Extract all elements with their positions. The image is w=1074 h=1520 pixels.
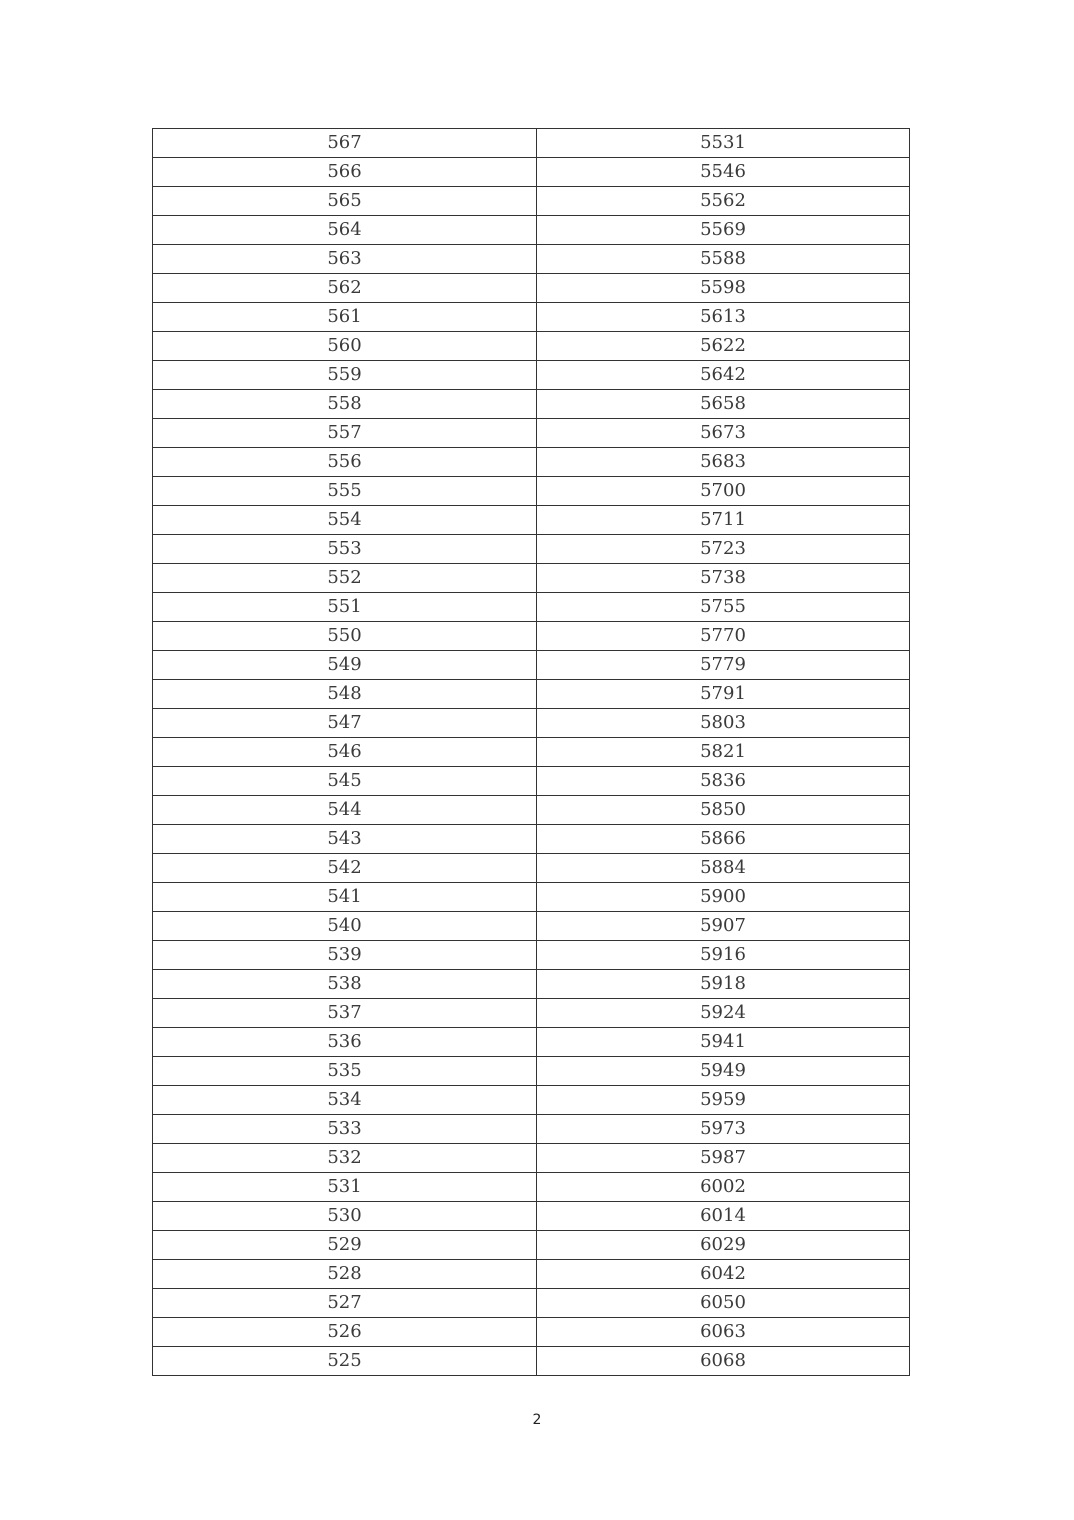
score-cell: 531 bbox=[153, 1173, 537, 1202]
score-cell: 558 bbox=[153, 390, 537, 419]
table-row bbox=[153, 941, 910, 970]
rank-cell: 5673 bbox=[537, 419, 910, 448]
score-cell: 537 bbox=[153, 999, 537, 1028]
rank-cell: 5562 bbox=[537, 187, 910, 216]
score-cell: 533 bbox=[153, 1115, 537, 1144]
rank-cell: 5683 bbox=[537, 448, 910, 477]
rank-cell: 5907 bbox=[537, 912, 910, 941]
table-row bbox=[153, 1028, 910, 1057]
table-row bbox=[153, 622, 910, 651]
rank-cell: 5916 bbox=[537, 941, 910, 970]
score-cell: 526 bbox=[153, 1318, 537, 1347]
table-row bbox=[153, 158, 910, 187]
score-cell: 553 bbox=[153, 535, 537, 564]
rank-cell: 5588 bbox=[537, 245, 910, 274]
score-cell: 530 bbox=[153, 1202, 537, 1231]
score-cell: 546 bbox=[153, 738, 537, 767]
table-row bbox=[153, 651, 910, 680]
table-row bbox=[153, 129, 910, 158]
table-row bbox=[153, 1260, 910, 1289]
table-row bbox=[153, 419, 910, 448]
rank-cell: 5959 bbox=[537, 1086, 910, 1115]
table-row bbox=[153, 274, 910, 303]
table-row bbox=[153, 1202, 910, 1231]
rank-cell: 5918 bbox=[537, 970, 910, 999]
rank-cell: 6050 bbox=[537, 1289, 910, 1318]
table-row bbox=[153, 738, 910, 767]
table-row bbox=[153, 1318, 910, 1347]
rank-cell: 5700 bbox=[537, 477, 910, 506]
table-row bbox=[153, 1115, 910, 1144]
table-row bbox=[153, 796, 910, 825]
rank-cell: 6014 bbox=[537, 1202, 910, 1231]
page-number: 2 bbox=[532, 1412, 542, 1428]
score-cell: 542 bbox=[153, 854, 537, 883]
table-row bbox=[153, 216, 910, 245]
table-row bbox=[153, 1086, 910, 1115]
table-row bbox=[153, 1231, 910, 1260]
score-cell: 560 bbox=[153, 332, 537, 361]
table-row bbox=[153, 680, 910, 709]
table-row bbox=[153, 709, 910, 738]
rank-cell: 5821 bbox=[537, 738, 910, 767]
table-row bbox=[153, 593, 910, 622]
table-row bbox=[153, 1144, 910, 1173]
rank-cell: 6068 bbox=[537, 1347, 910, 1376]
table-row bbox=[153, 477, 910, 506]
table-row bbox=[153, 448, 910, 477]
rank-cell: 5622 bbox=[537, 332, 910, 361]
score-cell: 536 bbox=[153, 1028, 537, 1057]
rank-cell: 5941 bbox=[537, 1028, 910, 1057]
score-rank-table bbox=[152, 128, 910, 1376]
rank-cell: 6063 bbox=[537, 1318, 910, 1347]
score-cell: 528 bbox=[153, 1260, 537, 1289]
rank-cell: 6002 bbox=[537, 1173, 910, 1202]
table-row bbox=[153, 1289, 910, 1318]
rank-cell: 5738 bbox=[537, 564, 910, 593]
score-cell: 550 bbox=[153, 622, 537, 651]
score-cell: 548 bbox=[153, 680, 537, 709]
rank-cell: 5850 bbox=[537, 796, 910, 825]
table-row bbox=[153, 332, 910, 361]
score-cell: 567 bbox=[153, 129, 537, 158]
rank-cell: 5779 bbox=[537, 651, 910, 680]
score-cell: 525 bbox=[153, 1347, 537, 1376]
score-cell: 539 bbox=[153, 941, 537, 970]
score-cell: 545 bbox=[153, 767, 537, 796]
score-cell: 557 bbox=[153, 419, 537, 448]
score-cell: 527 bbox=[153, 1289, 537, 1318]
table-row bbox=[153, 1347, 910, 1376]
table-row bbox=[153, 390, 910, 419]
score-cell: 562 bbox=[153, 274, 537, 303]
rank-cell: 5711 bbox=[537, 506, 910, 535]
score-cell: 538 bbox=[153, 970, 537, 999]
table-row bbox=[153, 187, 910, 216]
table-body bbox=[153, 129, 910, 1376]
score-cell: 552 bbox=[153, 564, 537, 593]
score-cell: 563 bbox=[153, 245, 537, 274]
rank-cell: 5973 bbox=[537, 1115, 910, 1144]
score-cell: 529 bbox=[153, 1231, 537, 1260]
score-cell: 555 bbox=[153, 477, 537, 506]
rank-cell: 5723 bbox=[537, 535, 910, 564]
rank-cell: 5546 bbox=[537, 158, 910, 187]
rank-cell: 5531 bbox=[537, 129, 910, 158]
table-row bbox=[153, 535, 910, 564]
table-row bbox=[153, 883, 910, 912]
score-cell: 534 bbox=[153, 1086, 537, 1115]
table-row bbox=[153, 564, 910, 593]
score-cell: 535 bbox=[153, 1057, 537, 1086]
rank-cell: 5569 bbox=[537, 216, 910, 245]
rank-cell: 5803 bbox=[537, 709, 910, 738]
rank-cell: 5836 bbox=[537, 767, 910, 796]
table-row bbox=[153, 970, 910, 999]
rank-cell: 5924 bbox=[537, 999, 910, 1028]
score-cell: 547 bbox=[153, 709, 537, 738]
score-cell: 565 bbox=[153, 187, 537, 216]
rank-cell: 6029 bbox=[537, 1231, 910, 1260]
table-row bbox=[153, 1173, 910, 1202]
rank-cell: 5658 bbox=[537, 390, 910, 419]
score-cell: 564 bbox=[153, 216, 537, 245]
table-row bbox=[153, 361, 910, 390]
table-row bbox=[153, 999, 910, 1028]
score-cell: 541 bbox=[153, 883, 537, 912]
table-row bbox=[153, 854, 910, 883]
score-cell: 566 bbox=[153, 158, 537, 187]
score-cell: 540 bbox=[153, 912, 537, 941]
table-row bbox=[153, 506, 910, 535]
score-cell: 554 bbox=[153, 506, 537, 535]
table-row bbox=[153, 767, 910, 796]
table-row bbox=[153, 912, 910, 941]
score-cell: 543 bbox=[153, 825, 537, 854]
rank-cell: 5770 bbox=[537, 622, 910, 651]
score-cell: 556 bbox=[153, 448, 537, 477]
table-row bbox=[153, 825, 910, 854]
table-row bbox=[153, 303, 910, 332]
score-cell: 532 bbox=[153, 1144, 537, 1173]
rank-cell: 5642 bbox=[537, 361, 910, 390]
score-cell: 551 bbox=[153, 593, 537, 622]
rank-cell: 5900 bbox=[537, 883, 910, 912]
score-cell: 549 bbox=[153, 651, 537, 680]
rank-cell: 5791 bbox=[537, 680, 910, 709]
rank-cell: 5613 bbox=[537, 303, 910, 332]
rank-cell: 6042 bbox=[537, 1260, 910, 1289]
rank-cell: 5755 bbox=[537, 593, 910, 622]
score-cell: 561 bbox=[153, 303, 537, 332]
rank-cell: 5987 bbox=[537, 1144, 910, 1173]
score-cell: 544 bbox=[153, 796, 537, 825]
score-cell: 559 bbox=[153, 361, 537, 390]
rank-cell: 5884 bbox=[537, 854, 910, 883]
rank-cell: 5866 bbox=[537, 825, 910, 854]
table-row bbox=[153, 1057, 910, 1086]
table-row bbox=[153, 245, 910, 274]
rank-cell: 5949 bbox=[537, 1057, 910, 1086]
rank-cell: 5598 bbox=[537, 274, 910, 303]
